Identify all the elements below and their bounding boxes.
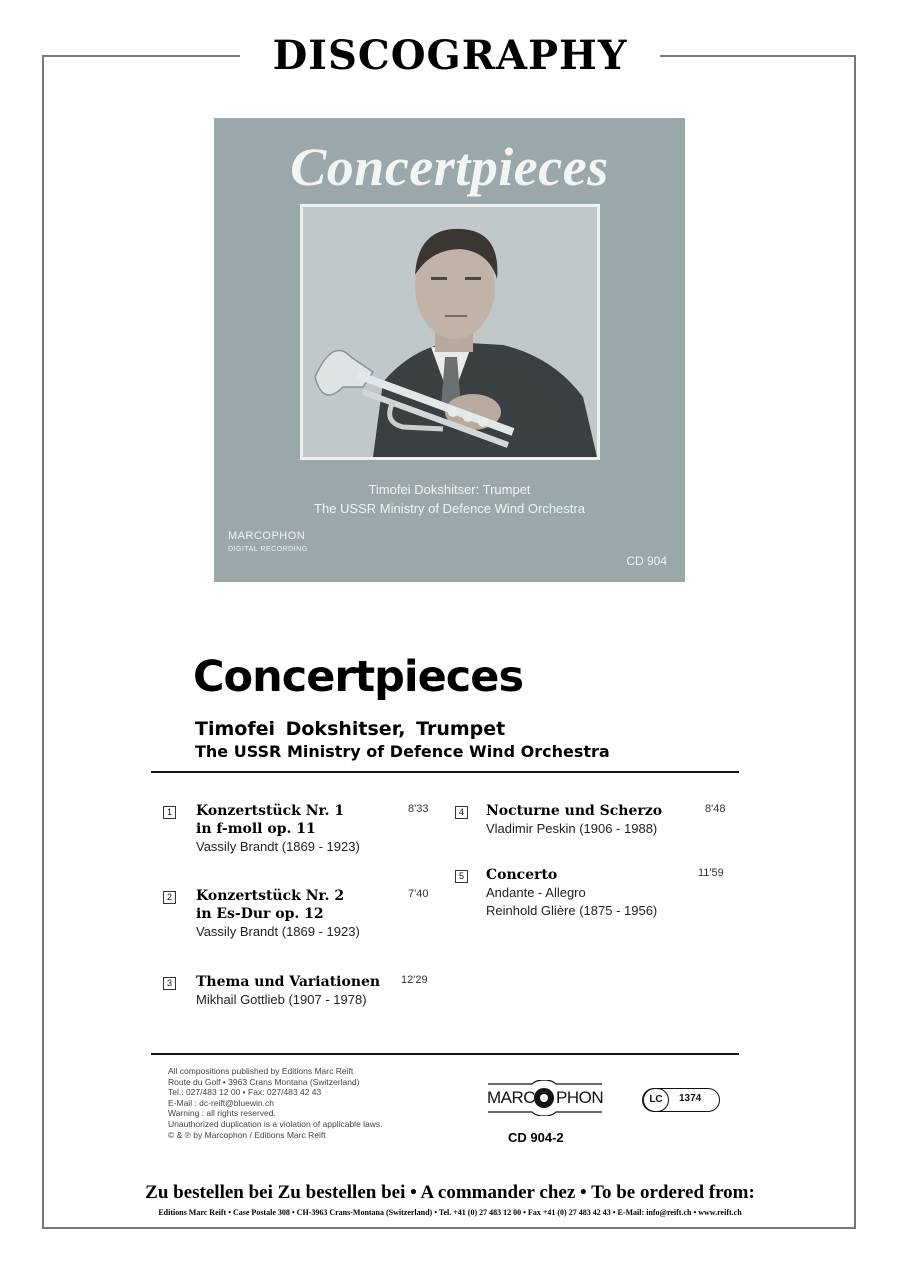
track-title: Konzertstück Nr. 2 xyxy=(196,888,345,904)
logo-text-left: MARC xyxy=(487,1088,536,1107)
track-item xyxy=(455,802,735,842)
track-item xyxy=(455,866,735,926)
divider-bottom xyxy=(151,1053,739,1055)
label-code-number: 1374 xyxy=(679,1093,702,1104)
cover-photo xyxy=(300,204,600,460)
cover-label xyxy=(228,530,308,556)
cover-orchestra: The USSR Ministry of Defence Wind Orchestra xyxy=(314,501,585,516)
publishing-line: © & ℗ by Marcophon / Editions Marc Reift xyxy=(168,1129,326,1140)
divider-top xyxy=(151,771,739,773)
track-number: 5 xyxy=(455,870,468,883)
track-title-line2: in f-moll op. 11 xyxy=(196,821,316,837)
track-number: 4 xyxy=(455,806,468,819)
order-line: Zu bestellen bei Zu bestellen bei • A commander chez • To be ordered from: xyxy=(145,1182,755,1203)
page-title: DISCOGRAPHY xyxy=(240,30,660,82)
cover-title: Concertpieces xyxy=(290,137,609,197)
publishing-line: Tel.: 027/483 12 00 • Fax: 027/483 42 43 xyxy=(168,1087,322,1098)
track-movement: Andante - Allegro xyxy=(486,885,586,900)
publishing-line: Unauthorized duplication is a violation of applicable laws. xyxy=(168,1118,383,1129)
album-cover xyxy=(214,118,685,582)
track-title-line2: in Es-Dur op. 12 xyxy=(196,906,324,922)
track-title: Concerto xyxy=(486,867,558,883)
performer-soloist: Timofei Dokshitser, Trumpet xyxy=(195,718,506,740)
track-number: 1 xyxy=(163,806,176,819)
track-composer: Vassily Brandt (1869 - 1923) xyxy=(196,839,360,854)
track-composer: Reinhold Glière (1875 - 1956) xyxy=(486,903,658,918)
track-composer: Mikhail Gottlieb (1907 - 1978) xyxy=(196,992,367,1007)
cover-label-sub: DIGITAL RECORDING xyxy=(228,546,308,553)
publishing-line: All compositions published by Editions Marc Reift xyxy=(168,1066,354,1076)
track-item xyxy=(163,973,443,1013)
publishing-line: Warning : all rights reserved. xyxy=(168,1108,276,1119)
logo-text-right: PHON xyxy=(556,1088,604,1107)
track-title: Konzertstück Nr. 1 xyxy=(196,803,345,819)
track-duration: 11'59 xyxy=(698,867,724,879)
catalog-number: CD 904-2 xyxy=(508,1130,564,1145)
track-number: 3 xyxy=(163,977,176,990)
track-duration: 7'40 xyxy=(408,888,429,900)
album-title: Concertpieces xyxy=(193,652,524,702)
cover-catalog: CD 904 xyxy=(626,554,667,568)
trumpeter-portrait xyxy=(303,207,597,457)
label-code-mark: LC xyxy=(643,1088,669,1112)
performer-orchestra: The USSR Ministry of Defence Wind Orchestra xyxy=(195,742,610,761)
cover-performer: Timofei Dokshitser: Trumpet xyxy=(368,482,531,497)
track-number: 2 xyxy=(163,891,176,904)
publishing-info xyxy=(168,1066,383,1140)
track-composer: Vladimir Peskin (1906 - 1988) xyxy=(486,821,658,836)
track-duration: 8'48 xyxy=(705,803,726,815)
track-duration: 8'33 xyxy=(408,803,429,815)
publishing-line: E-Mail : dc-reift@bluewin.ch xyxy=(168,1097,274,1108)
track-title: Nocturne und Scherzo xyxy=(486,803,663,819)
track-item xyxy=(163,887,443,947)
marcophon-logo xyxy=(486,1080,604,1116)
publishing-line: Route du Golf • 3963 Crans Montana (Switzerland) xyxy=(168,1076,360,1087)
label-code xyxy=(642,1088,720,1112)
track-duration: 12'29 xyxy=(401,974,428,986)
address-line: Editions Marc Reift • Case Postale 308 • CH-3963 Crans-Montana (Switzerland) • Tel. +41 (0) 27 483 12 00 • Fax +41 (0) 27 483 42 43 • E-Mail: info@reift.ch • www.reift.ch xyxy=(158,1208,742,1217)
track-composer: Vassily Brandt (1869 - 1923) xyxy=(196,924,360,939)
track-item xyxy=(163,802,443,862)
track-title: Thema und Variationen xyxy=(196,974,381,990)
cover-label-brand: MARCOPHON xyxy=(228,530,306,542)
